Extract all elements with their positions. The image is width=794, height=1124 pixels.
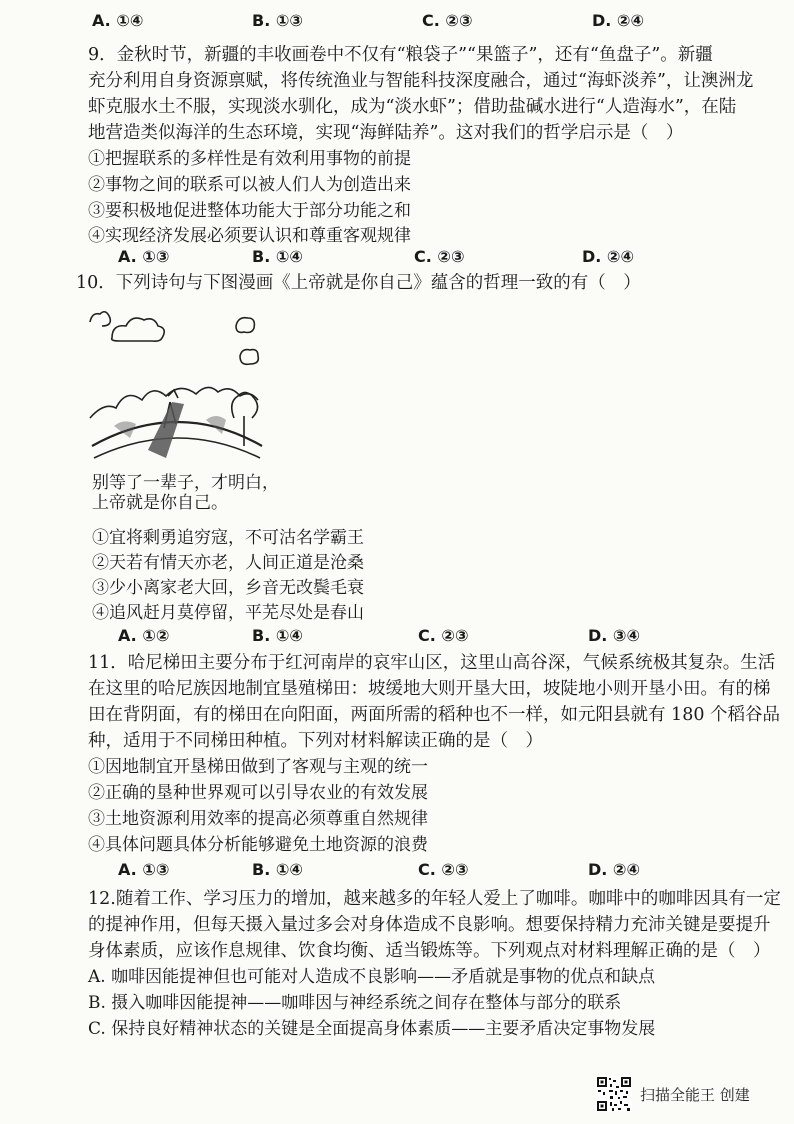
q11-item-4: ④具体问题具体分析能够避免土地资源的浪费	[88, 835, 428, 855]
q11-option-d: D. ②④	[588, 860, 641, 879]
q12-choice-b: B. 摄入咖啡因能提神——咖啡因与神经系统之间存在整体与部分的联系	[88, 993, 622, 1013]
qr-code-icon	[596, 1076, 632, 1112]
q10-option-d: D. ③④	[588, 626, 641, 645]
q12-stem-line-1: 12.随着工作、学习压力的增加，越来越多的年轻人爱上了咖啡。咖啡中的咖啡因具有一定	[88, 889, 781, 909]
q11-option-b: B. ①④	[252, 860, 303, 879]
watermark-text: 扫描全能王 创建	[640, 1085, 750, 1104]
cartoon-illustration	[86, 300, 268, 472]
q11-stem-line-4: 种，适用于不同梯田种植。下列对材料解读正确的是（ ）	[88, 731, 543, 751]
q11-stem-line-3: 田在背阴面，有的梯田在向阳面，两面所需的稻种也不一样，如元阳县就有 180 个稻谷品	[88, 705, 781, 725]
q9-item-4: ④实现经济发展必须要认识和尊重客观规律	[88, 226, 411, 246]
q8-options	[0, 0, 794, 34]
cartoon-caption-line-1: 别等了一辈子，才明白，	[92, 473, 279, 493]
q11-stem-line-2: 在这里的哈尼族因地制宜垦殖梯田：坡缓地大则开垦大田，坡陡地小则开垦小田。有的梯	[88, 679, 771, 699]
q11-option-c: C. ②③	[418, 860, 469, 879]
q11-item-1: ①因地制宜开垦梯田做到了客观与主观的统一	[88, 757, 428, 777]
q10-option-a: A. ①②	[118, 626, 170, 645]
q10-option-c: C. ②③	[418, 626, 469, 645]
q10-item-2: ②天若有情天亦老，人间正道是沧桑	[92, 553, 364, 573]
q8-option-a: A. ①④	[92, 11, 144, 30]
q9-item-3: ③要积极地促进整体功能大于部分功能之和	[88, 201, 411, 221]
q10-item-4: ④追风赶月莫停留，平芜尽处是春山	[92, 603, 364, 623]
q9-stem-line-4: 地营造类似海洋的生态环境，实现“海鲜陆养”。这对我们的哲学启示是（ ）	[88, 123, 684, 143]
scanner-watermark	[596, 1076, 750, 1112]
q10-stem: 10．下列诗句与下图漫画《上帝就是你自己》蕴含的哲理一致的有（ ）	[76, 273, 641, 293]
cloud-center-icon	[112, 318, 165, 341]
cartoon-caption-line-2: 上帝就是你自己。	[92, 493, 228, 513]
q11-stem-line-1: 11．哈尼梯田主要分布于红河南岸的哀牢山区，这里山高谷深，气候系统极其复杂。生活	[88, 653, 776, 673]
q9-stem-line-3: 虾克服水土不服，实现淡水驯化，成为“淡水虾”；借助盐碱水进行“人造海水”，在陆	[88, 97, 737, 117]
q9-item-2: ②事物之间的联系可以被人们人为创造出来	[88, 175, 411, 195]
q12-choice-a: A. 咖啡因能提神但也可能对人造成不良影响——矛盾就是事物的优点和缺点	[88, 967, 656, 987]
q9-option-b: B. ①④	[252, 247, 303, 266]
q12-choice-c: C. 保持良好精神状态的关键是全面提高身体素质——主要矛盾决定事物发展	[88, 1019, 656, 1039]
cloud-left-icon	[90, 312, 110, 326]
q11-item-3: ③土地资源利用效率的提高必须尊重自然规律	[88, 809, 428, 829]
bridge-bottom	[94, 438, 260, 458]
cloud-right-icon	[240, 350, 258, 365]
q11-options	[0, 859, 794, 885]
q9-stem-line-1: 9．金秋时节，新疆的丰收画卷中不仅有“粮袋子”“果篮子”，还有“鱼盘子”。新疆	[88, 45, 713, 65]
cloud-right-top-icon	[236, 318, 254, 333]
q9-options	[0, 246, 794, 272]
q9-option-d: D. ②④	[582, 247, 635, 266]
q9-option-a: A. ①③	[118, 247, 170, 266]
q9-stem-line-2: 充分利用自身资源禀赋，将传统渔业与智能科技深度融合，通过“海虾淡养”，让澳洲龙	[88, 71, 754, 91]
q8-option-c: C. ②③	[422, 11, 473, 30]
q10-item-3: ③少小离家老大回，乡音无改鬓毛衰	[92, 578, 364, 598]
q11-item-2: ②正确的垦种世界观可以引导农业的有效发展	[88, 783, 428, 803]
q9-item-1: ①把握联系的多样性是有效利用事物的前提	[88, 149, 411, 169]
q9-option-c: C. ②③	[414, 247, 465, 266]
tree-right	[232, 392, 258, 446]
q11-option-a: A. ①③	[118, 860, 170, 879]
q10-options	[0, 625, 794, 651]
q12-stem-line-3: 身体素质，应该作息规律、饮食均衡、适当锻炼等。下列观点对材料理解正确的是（ ）	[88, 941, 771, 961]
q10-option-b: B. ①④	[252, 626, 303, 645]
q8-option-d: D. ②④	[592, 11, 645, 30]
q10-item-1: ①宜将剩勇追穷寇，不可沽名学霸王	[92, 528, 364, 548]
q12-stem-line-2: 的提神作用，但每天摄入量过多会对身体造成不良影响。想要保持精力充沛关键是要提升	[88, 915, 771, 935]
q8-option-b: B. ①③	[252, 11, 303, 30]
